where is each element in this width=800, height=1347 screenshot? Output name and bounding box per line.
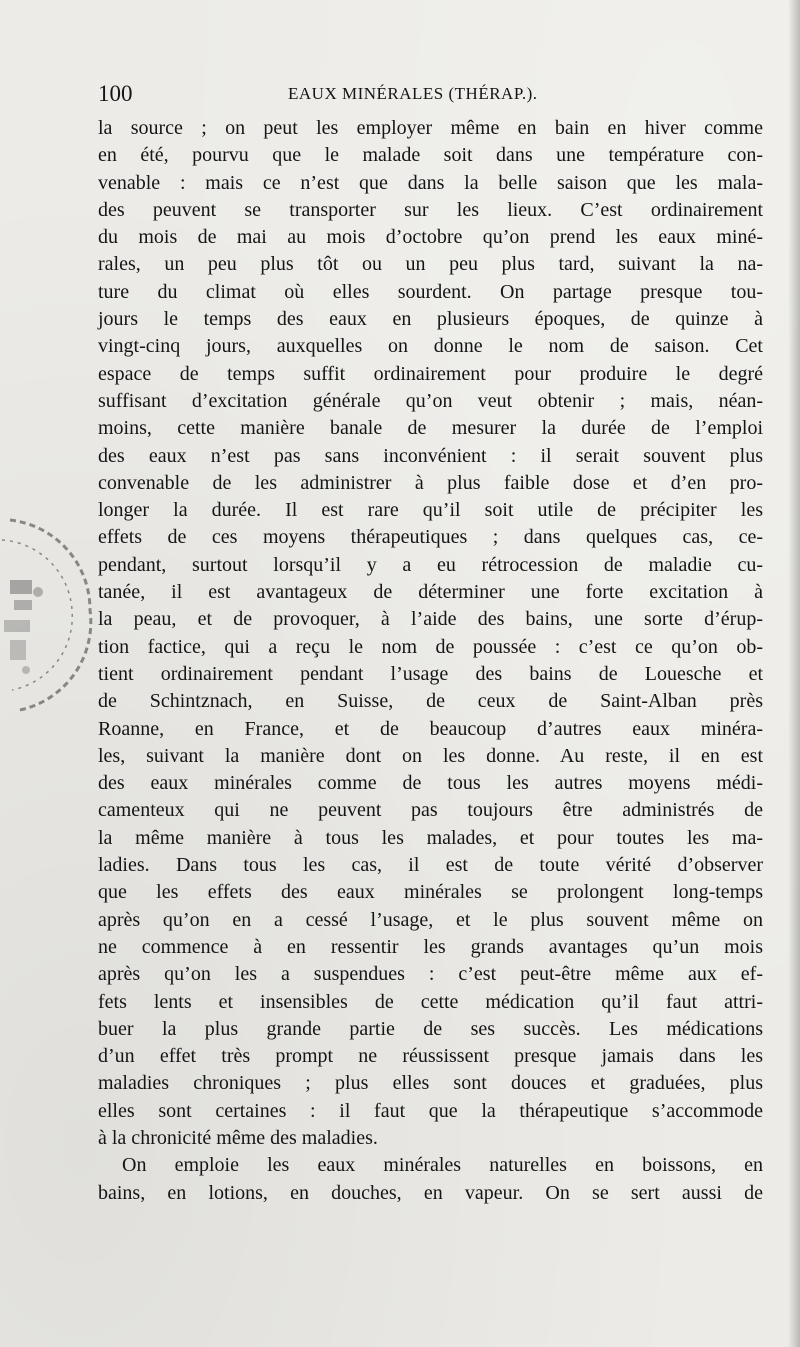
text-line: suffisant d’excitation générale qu’on veut obtenir ; mais, néan- bbox=[98, 389, 763, 412]
text-line: après qu’on en a cessé l’usage, et le plus souvent même on bbox=[98, 908, 763, 931]
text-line: tion factice, qui a reçu le nom de poussée : c’est ce qu’on ob- bbox=[98, 635, 763, 658]
text-line: longer la durée. Il est rare qu’il soit utile de précipiter les bbox=[98, 499, 763, 522]
text-line: espace de temps suffit ordinairement pour produire le degré bbox=[98, 362, 763, 385]
text-line: buer la plus grande partie de ses succès. Les médications bbox=[98, 1017, 763, 1040]
text-line: du mois de mai au mois d’octobre qu’on prend les eaux miné- bbox=[98, 226, 763, 249]
text-line: maladies chroniques ; plus elles sont douces et graduées, plus bbox=[98, 1072, 763, 1095]
text-line: après qu’on les a suspendues : c’est peut-être même aux ef- bbox=[98, 963, 763, 986]
text-line: des peuvent se transporter sur les lieux. C’est ordinairement bbox=[98, 198, 763, 221]
text-line: en été, pourvu que le malade soit dans une température con- bbox=[98, 144, 763, 167]
text-line: pendant, surtout lorsqu’il y a eu rétrocession de maladie cu- bbox=[98, 553, 763, 576]
page-edge-shadow bbox=[788, 0, 800, 1347]
text-line: ne commence à en ressentir les grands avantages qu’un mois bbox=[98, 935, 763, 958]
page-number: 100 bbox=[98, 81, 133, 106]
text-line: des eaux n’est pas sans inconvénient : il serait souvent plus bbox=[98, 444, 763, 467]
text-line: à la chronicité même des maladies. bbox=[98, 1126, 378, 1149]
page-header bbox=[98, 76, 763, 112]
text-line: venable : mais ce n’est que dans la belle saison que les mala- bbox=[98, 171, 763, 194]
text-line: moins, cette manière banale de mesurer la durée de l’emploi bbox=[98, 417, 763, 440]
text-line: effets de ces moyens thérapeutiques ; dans quelques cas, ce- bbox=[98, 526, 763, 549]
text-line: On emploie les eaux minérales naturelles en boissons, en bbox=[122, 1154, 763, 1177]
text-line: que les effets des eaux minérales se prolongent long-temps bbox=[98, 881, 763, 904]
text-line: de Schintznach, en Suisse, de ceux de Saint-Alban près bbox=[98, 690, 763, 713]
text-line: tanée, il est avantageux de déterminer une forte excitation à bbox=[98, 581, 763, 604]
text-line: camenteux qui ne peuvent pas toujours être administrés de bbox=[98, 799, 763, 822]
body-text bbox=[98, 115, 763, 1207]
text-line: Roanne, en France, et de beaucoup d’autres eaux minéra- bbox=[98, 717, 763, 740]
text-line: fets lents et insensibles de cette médication qu’il faut attri- bbox=[98, 990, 763, 1013]
text-line: les, suivant la manière dont on les donne. Au reste, il en est bbox=[98, 744, 763, 767]
text-line: ture du climat où elles sourdent. On partage presque tou- bbox=[98, 280, 763, 303]
library-stamp-icon bbox=[0, 500, 110, 730]
text-line: d’un effet très prompt ne réussissent presque jamais dans les bbox=[98, 1045, 763, 1068]
running-head: EAUX MINÉRALES (THÉRAP.). bbox=[288, 84, 538, 103]
text-line: elles sont certaines : il faut que la thérapeutique s’accommode bbox=[98, 1099, 763, 1122]
text-line: convenable de les administrer à plus faible dose et d’en pro- bbox=[98, 471, 763, 494]
text-line: tient ordinairement pendant l’usage des bains de Louesche et bbox=[98, 662, 763, 685]
text-line: bains, en lotions, en douches, en vapeur. On se sert aussi de bbox=[98, 1181, 763, 1204]
text-line: jours le temps des eaux en plusieurs époques, de quinze à bbox=[98, 308, 763, 331]
text-line: rales, un peu plus tôt ou un peu plus tard, suivant la na- bbox=[98, 253, 763, 276]
text-line: la source ; on peut les employer même en bain en hiver comme bbox=[98, 117, 763, 139]
text-line: vingt-cinq jours, auxquelles on donne le nom de saison. Cet bbox=[98, 335, 763, 358]
text-line: des eaux minérales comme de tous les autres moyens médi- bbox=[98, 772, 763, 795]
text-line: ladies. Dans tous les cas, il est de toute vérité d’observer bbox=[98, 854, 763, 877]
text-line: la peau, et de provoquer, à l’aide des bains, une sorte d’érup- bbox=[98, 608, 763, 631]
text-line: la même manière à tous les malades, et pour toutes les ma- bbox=[98, 826, 763, 849]
